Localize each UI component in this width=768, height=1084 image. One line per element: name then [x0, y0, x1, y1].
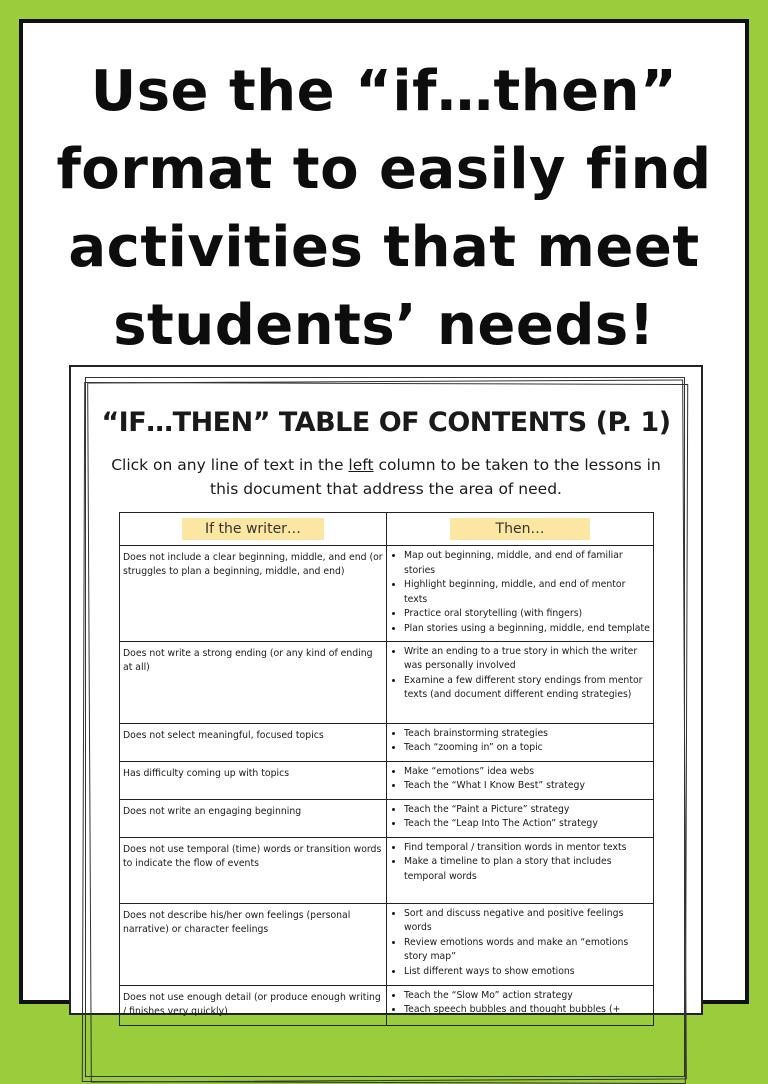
list-item: • Practice oral storytelling (with fingers) [404, 607, 650, 622]
if-cell-link[interactable]: Does not write an engaging beginning [120, 799, 387, 837]
toc-title: “IF…THEN” TABLE OF CONTENTS (P. 1) [101, 407, 671, 438]
toc-instructions [101, 453, 671, 501]
list-item: • Sort and discuss negative and positive feelings words [404, 907, 650, 936]
list-item: • Write an ending to a true story in which the writer was personally involved [404, 645, 650, 674]
list-item: • Examine a few different story endings from mentor texts (and document different ending strategies) [404, 674, 650, 703]
table-row [120, 761, 654, 799]
list-item: • Teach the “Slow Mo” action strategy [404, 989, 650, 1004]
list-item: • Teach the “Leap Into The Action” strategy [404, 817, 650, 832]
headline-line-3: activities that meet [68, 215, 700, 280]
list-item: • Teach brainstorming strategies [404, 727, 650, 742]
list-item: • Teach the “What I Know Best” strategy [404, 779, 650, 794]
headline [23, 53, 745, 365]
if-cell-link[interactable]: Does not describe his/her own feelings (personal narrative) or character feelings [120, 903, 387, 985]
if-cell-link[interactable]: Does not select meaningful, focused topics [120, 723, 387, 761]
then-cell [387, 546, 654, 642]
then-cell [387, 985, 654, 1025]
then-cell [387, 641, 654, 723]
list-item: • Make a timeline to plan a story that includes temporal words [404, 855, 650, 884]
if-cell-link[interactable]: Does not include a clear beginning, middle, and end (or struggles to plan a beginning, middle, and end) [120, 546, 387, 642]
table-row [120, 641, 654, 723]
list-item: • Highlight beginning, middle, and end of mentor texts [404, 578, 650, 607]
header-then-label: Then… [450, 518, 590, 540]
headline-line-2: format to easily find [56, 137, 712, 202]
list-item: • Make “emotions” idea webs [404, 765, 650, 780]
if-cell-link[interactable]: Does not write a strong ending (or any kind of ending at all) [120, 641, 387, 723]
header-then [387, 513, 654, 546]
list-item: • Teach speech bubbles and thought bubbles (+ [404, 1003, 650, 1018]
list-item: • Plan stories using a beginning, middle, end template [404, 622, 650, 637]
header-if [120, 513, 387, 546]
table-row [120, 723, 654, 761]
then-cell [387, 903, 654, 985]
list-item: • Find temporal / transition words in mentor texts [404, 841, 650, 856]
then-cell [387, 837, 654, 903]
list-item: • Map out beginning, middle, and end of familiar stories [404, 549, 650, 578]
then-cell [387, 761, 654, 799]
headline-line-1: Use the “if…then” [90, 59, 678, 124]
then-cell [387, 723, 654, 761]
table-header-row [120, 513, 654, 546]
table-row [120, 837, 654, 903]
list-item: • Review emotions words and make an “emotions story map” [404, 936, 650, 965]
table-row [120, 799, 654, 837]
poster-frame [19, 19, 749, 1017]
header-if-label: If the writer… [182, 518, 324, 540]
list-item: • List different ways to show emotions [404, 965, 650, 980]
then-cell [387, 799, 654, 837]
instructions-text-end: column to be taken to the lessons in this document that address the area of need. [210, 456, 661, 498]
if-cell-link[interactable]: Does not use temporal (time) words or transition words to indicate the flow of events [120, 837, 387, 903]
toc-table [119, 512, 654, 1026]
headline-line-4: students’ needs! [113, 293, 655, 358]
list-item: • Teach “zooming in” on a topic [404, 741, 650, 756]
table-row [120, 985, 654, 1025]
table-row [120, 546, 654, 642]
if-cell-link[interactable]: Has difficulty coming up with topics [120, 761, 387, 799]
instructions-text: Click on any line of text in the [111, 456, 349, 474]
if-cell-link[interactable]: Does not use enough detail (or produce enough writing / finishes very quickly) [120, 985, 387, 1025]
document-page [69, 365, 703, 1015]
list-item: • Teach the “Paint a Picture” strategy [404, 803, 650, 818]
instructions-underlined: left [348, 456, 374, 474]
table-row [120, 903, 654, 985]
